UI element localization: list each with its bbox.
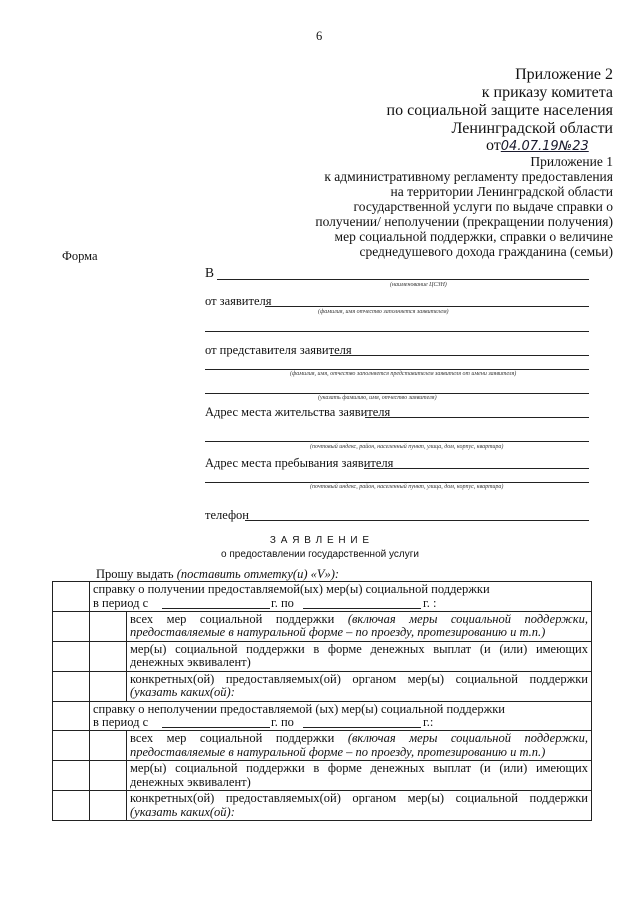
period-to-line[interactable] xyxy=(303,608,421,609)
table-row xyxy=(53,641,592,671)
period-from-line[interactable] xyxy=(162,727,270,728)
period-to-line[interactable] xyxy=(303,727,421,728)
committee-label: по социальной защите населения xyxy=(386,102,613,119)
phone-input-line[interactable] xyxy=(245,520,589,521)
nonreceipt-option-cash-checkbox[interactable] xyxy=(90,761,127,791)
stay-label: Адрес места пребывания заявителя xyxy=(205,456,394,470)
request-intro xyxy=(96,567,339,582)
order-date-line xyxy=(486,137,589,155)
period-prefix: в период с xyxy=(93,595,149,610)
receipt-spacer xyxy=(53,641,90,671)
residence-input-line-2[interactable] xyxy=(205,441,589,442)
regulation-line-4: получении/ неполучении (прекращении получения) xyxy=(315,214,613,229)
nonreceipt-spacer xyxy=(53,761,90,791)
residence-caption: (почтовый индекс, район, населенный пункт, улица, дом, корпус, квартира) xyxy=(310,444,504,450)
receipt-option-all-checkbox[interactable] xyxy=(90,611,127,641)
option-note: (указать каких(ой): xyxy=(130,804,235,819)
regulation-line-2: на территории Ленинградской области xyxy=(390,184,613,199)
nonreceipt-spacer xyxy=(53,731,90,761)
period-from-line[interactable] xyxy=(162,608,270,609)
period-end: г. : xyxy=(423,595,437,610)
nonreceipt-option-specific-checkbox[interactable] xyxy=(90,791,127,821)
receipt-spacer xyxy=(53,671,90,701)
table-row xyxy=(53,791,592,821)
representative-input-line-3[interactable] xyxy=(205,393,589,394)
from-applicant-label: от заявителя xyxy=(205,294,272,308)
from-representative-label: от представителя заявителя xyxy=(205,343,352,357)
receipt-option-cash xyxy=(127,641,592,671)
stay-input-line-2[interactable] xyxy=(205,482,589,483)
order-label: к приказу комитета xyxy=(481,84,613,101)
order-date-prefix: от xyxy=(486,137,501,154)
from-applicant-input-line-2[interactable] xyxy=(205,331,589,332)
table-row xyxy=(53,582,592,612)
receipt-cell xyxy=(90,582,592,612)
period-end: г.: xyxy=(423,715,434,729)
option-text: всех мер социальной поддержки xyxy=(130,611,348,626)
representative-input-line-2[interactable] xyxy=(205,369,589,370)
receipt-option-cash-checkbox[interactable] xyxy=(90,641,127,671)
appendix2-label: Приложение 2 xyxy=(515,66,613,83)
form-label: Форма xyxy=(62,249,98,263)
representative-caption: (фамилия, имя, отчество заполняется представителем заявителя от имени заявителя) xyxy=(290,371,517,377)
stay-input-line[interactable] xyxy=(364,468,589,469)
to-input-line[interactable] xyxy=(217,279,589,280)
period-mid: г. по xyxy=(271,715,294,729)
request-intro-note: (поставить отметку(и) «V»): xyxy=(176,567,340,581)
option-text: конкретных(ой) предоставляемых(ой) органом мер(ы) социальной поддержки xyxy=(130,791,588,805)
table-row xyxy=(53,701,592,731)
table-row xyxy=(53,671,592,701)
representative-input-line[interactable] xyxy=(330,355,589,356)
region-label: Ленинградской области xyxy=(451,120,613,137)
residence-label: Адрес места жительства заявителя xyxy=(205,405,391,419)
receipt-option-all xyxy=(127,611,592,641)
regulation-line-6: среднедушевого дохода гражданина (семьи) xyxy=(359,244,613,259)
nonreceipt-option-all-checkbox[interactable] xyxy=(90,731,127,761)
to-caption: (наименование ЦСЗН) xyxy=(390,282,447,288)
to-label: В xyxy=(205,265,215,280)
representative-caption-2: (указать фамилию, имя, отчество заявителя) xyxy=(318,395,437,401)
receipt-title: справку о получении предоставляемой(ых) мер(ы) социальной поддержки xyxy=(93,582,490,596)
phone-label: телефон xyxy=(205,508,249,522)
option-note: (указать каких(ой): xyxy=(130,685,235,699)
option-text: мер(ы) социальной поддержки в форме денежных выплат (и (или) имеющих денежных эквивалент) xyxy=(130,641,588,669)
receipt-option-specific-checkbox[interactable] xyxy=(90,671,127,701)
from-applicant-caption: (фамилия, имя отчество заполняется заявителем) xyxy=(318,309,449,315)
appendix1-label: Приложение 1 xyxy=(530,154,613,169)
period-mid: г. по xyxy=(271,595,294,610)
nonreceipt-option-cash xyxy=(127,761,592,791)
option-text: конкретных(ой) предоставляемых(ой) органом мер(ы) социальной поддержки xyxy=(130,671,588,686)
nonreceipt-option-specific xyxy=(127,791,592,821)
table-row xyxy=(53,611,592,641)
nonreceipt-title: справку о неполучении предоставляемой (ых) мер(ы) социальной поддержки xyxy=(93,701,505,716)
receipt-period xyxy=(93,597,588,610)
regulation-line-3: государственной услуги по выдаче справки о xyxy=(353,199,613,214)
request-intro-text: Прошу выдать xyxy=(96,567,174,581)
receipt-spacer xyxy=(53,611,90,641)
nonreceipt-cell xyxy=(90,701,592,731)
period-prefix: в период с xyxy=(93,715,149,729)
stay-caption: (почтовый индекс, район, населенный пункт, улица, дом, корпус, квартира) xyxy=(310,484,504,490)
from-applicant-input-line[interactable] xyxy=(265,306,589,307)
option-text: мер(ы) социальной поддержки в форме денежных выплат (и (или) имеющих денежных эквивалент) xyxy=(130,761,588,789)
option-text: всех мер социальной поддержки xyxy=(130,731,348,745)
statement-title: З А Я В Л Е Н И Е xyxy=(269,535,371,546)
regulation-line-1: к административному регламенту предоставления xyxy=(324,169,613,184)
table-row xyxy=(53,731,592,761)
nonreceipt-spacer xyxy=(53,791,90,821)
order-date-handwritten: 04.07.19№23 xyxy=(500,139,589,154)
nonreceipt-checkbox[interactable] xyxy=(53,701,90,731)
receipt-checkbox[interactable] xyxy=(53,582,90,612)
option-note: (включая меры социальной поддержки, предоставляемые в натуральной форме – по проезду, протезированию и т.п.) xyxy=(130,731,588,759)
statement-subtitle: о предоставлении государственной услуги xyxy=(221,549,419,560)
nonreceipt-option-all xyxy=(127,731,592,761)
nonreceipt-period xyxy=(93,716,588,729)
table-row xyxy=(53,761,592,791)
regulation-line-5: мер социальной поддержки, справки о величине xyxy=(334,229,613,244)
page-number: 6 xyxy=(316,29,323,43)
request-options-table xyxy=(52,581,592,821)
residence-input-line[interactable] xyxy=(365,417,589,418)
option-note: (включая меры социальной поддержки, предоставляемые в натуральной форме – по проезду, протезированию и т.п.) xyxy=(130,611,588,639)
receipt-option-specific xyxy=(127,671,592,701)
